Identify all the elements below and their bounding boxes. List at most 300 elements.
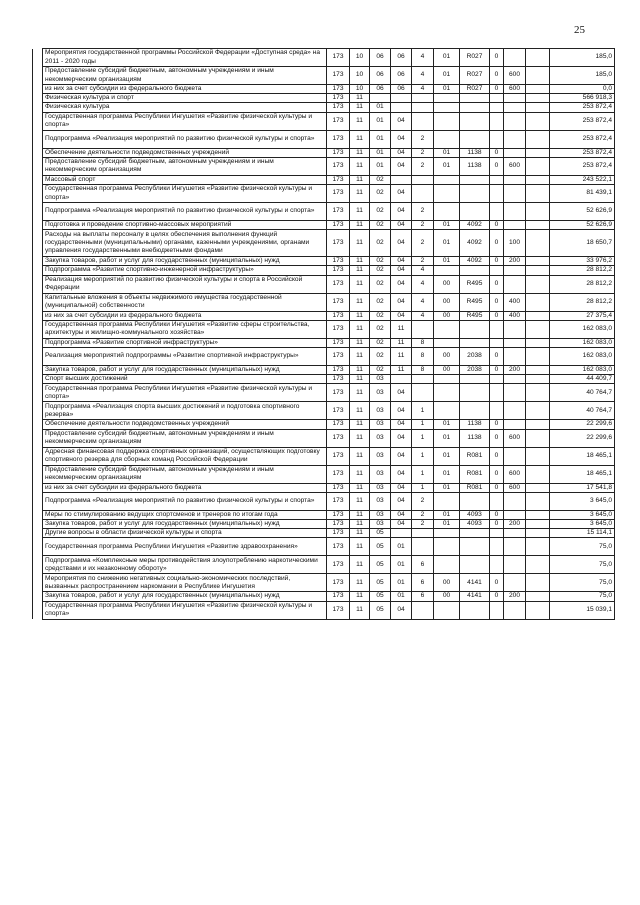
table-row xyxy=(33,103,615,112)
extra-code xyxy=(526,492,550,510)
ministry-code: 173 xyxy=(327,556,350,574)
pos-code: 0 xyxy=(490,157,504,175)
row-amount: 40 764,7 xyxy=(550,384,615,402)
section-code: 11 xyxy=(350,574,370,592)
subprogram-code: 1 xyxy=(412,483,434,492)
row-margin-cell xyxy=(33,320,43,338)
program-code: 04 xyxy=(391,483,412,492)
direction-code: R495 xyxy=(460,293,490,311)
expense-type-code xyxy=(504,384,526,402)
subprogram-code: 4 xyxy=(412,293,434,311)
pos-code xyxy=(490,601,504,619)
direction-code: 1138 xyxy=(460,148,490,157)
direction-code xyxy=(460,402,490,420)
event-code xyxy=(434,203,460,221)
expense-type-code: 600 xyxy=(504,157,526,175)
program-code: 04 xyxy=(391,221,412,230)
section-code: 11 xyxy=(350,447,370,465)
program-code xyxy=(391,375,412,384)
section-code: 11 xyxy=(350,293,370,311)
extra-code xyxy=(526,266,550,275)
event-code: 00 xyxy=(434,592,460,601)
row-name: Подпрограмма «Развитие спортивно-инженерной инфраструктуры» xyxy=(43,266,327,275)
row-amount: 27 375,4 xyxy=(550,311,615,320)
subsection-code: 02 xyxy=(370,230,391,257)
direction-code: 4092 xyxy=(460,257,490,266)
subprogram-code: 2 xyxy=(412,520,434,529)
subsection-code: 05 xyxy=(370,601,391,619)
subsection-code: 02 xyxy=(370,293,391,311)
ministry-code: 173 xyxy=(327,203,350,221)
row-name: Государственная программа Республики Ингушетия «Развитие сферы строительства, архитектуры и жилищно-коммунального хозяйства» xyxy=(43,320,327,338)
row-amount: 28 812,2 xyxy=(550,266,615,275)
expense-type-code xyxy=(504,402,526,420)
pos-code: 0 xyxy=(490,293,504,311)
event-code xyxy=(434,529,460,538)
direction-code: 1138 xyxy=(460,429,490,447)
expense-type-code xyxy=(504,529,526,538)
extra-code xyxy=(526,157,550,175)
subsection-code: 03 xyxy=(370,510,391,519)
subprogram-code: 6 xyxy=(412,574,434,592)
expense-type-code: 600 xyxy=(504,67,526,85)
row-name: Подпрограмма «Реализация мероприятий по развитию физической культуры и спорта» xyxy=(43,492,327,510)
row-amount: 17 541,8 xyxy=(550,483,615,492)
row-name: Подпрограмма «Реализация мероприятий по развитию физической культуры и спорта» xyxy=(43,130,327,148)
pos-code: 0 xyxy=(490,574,504,592)
subsection-code: 05 xyxy=(370,538,391,556)
ministry-code: 173 xyxy=(327,592,350,601)
ministry-code: 173 xyxy=(327,348,350,366)
expense-type-code xyxy=(504,420,526,429)
table-row xyxy=(33,185,615,203)
direction-code: 4093 xyxy=(460,510,490,519)
expense-type-code: 200 xyxy=(504,366,526,375)
row-margin-cell xyxy=(33,375,43,384)
event-code: 01 xyxy=(434,85,460,94)
subprogram-code: 4 xyxy=(412,275,434,293)
subprogram-code: 4 xyxy=(412,49,434,67)
ministry-code: 173 xyxy=(327,529,350,538)
expense-type-code xyxy=(504,112,526,130)
row-margin-cell xyxy=(33,266,43,275)
subprogram-code xyxy=(412,94,434,103)
subsection-code: 03 xyxy=(370,465,391,483)
program-code: 04 xyxy=(391,447,412,465)
table-row xyxy=(33,483,615,492)
row-margin-cell xyxy=(33,556,43,574)
program-code: 06 xyxy=(391,49,412,67)
subsection-code: 03 xyxy=(370,447,391,465)
row-margin-cell xyxy=(33,94,43,103)
row-name: Предоставление субсидий бюджетным, автономным учреждениям и иным некоммерческим организациям xyxy=(43,465,327,483)
section-code: 11 xyxy=(350,384,370,402)
row-amount: 40 764,7 xyxy=(550,402,615,420)
row-amount: 3 645,0 xyxy=(550,510,615,519)
pos-code xyxy=(490,492,504,510)
expense-type-code xyxy=(504,447,526,465)
table-row xyxy=(33,49,615,67)
direction-code xyxy=(460,130,490,148)
section-code: 11 xyxy=(350,556,370,574)
row-margin-cell xyxy=(33,293,43,311)
program-code: 01 xyxy=(391,538,412,556)
row-amount: 44 409,7 xyxy=(550,375,615,384)
ministry-code: 173 xyxy=(327,221,350,230)
row-name: Подпрограмма «Реализация спорта высших достижений и подготовка спортивного резерва» xyxy=(43,402,327,420)
table-row xyxy=(33,529,615,538)
row-name: Мероприятия по снижению негативных социально-экономических последствий, вызванных распространением наркомании в Республике Ингушетия xyxy=(43,574,327,592)
ministry-code: 173 xyxy=(327,85,350,94)
extra-code xyxy=(526,185,550,203)
pos-code xyxy=(490,529,504,538)
event-code xyxy=(434,266,460,275)
row-margin-cell xyxy=(33,465,43,483)
event-code: 00 xyxy=(434,366,460,375)
expense-type-code xyxy=(504,130,526,148)
section-code: 11 xyxy=(350,492,370,510)
pos-code: 0 xyxy=(490,465,504,483)
event-code: 01 xyxy=(434,447,460,465)
subsection-code: 05 xyxy=(370,592,391,601)
table-row xyxy=(33,94,615,103)
row-name: Расходы на выплаты персоналу в целях обеспечения выполнения функций государственными (муниципальными) органами, казенными учреждениями, органами управления государственными внебюджетными фондами xyxy=(43,230,327,257)
table-row xyxy=(33,447,615,465)
row-amount: 75,0 xyxy=(550,556,615,574)
subprogram-code: 2 xyxy=(412,230,434,257)
extra-code xyxy=(526,94,550,103)
ministry-code: 173 xyxy=(327,175,350,184)
program-code: 11 xyxy=(391,338,412,347)
subprogram-code: 1 xyxy=(412,465,434,483)
extra-code xyxy=(526,85,550,94)
row-margin-cell xyxy=(33,592,43,601)
extra-code xyxy=(526,338,550,347)
subprogram-code: 6 xyxy=(412,556,434,574)
row-amount: 18 650,7 xyxy=(550,230,615,257)
program-code: 01 xyxy=(391,574,412,592)
pos-code xyxy=(490,185,504,203)
row-margin-cell xyxy=(33,520,43,529)
table-row xyxy=(33,320,615,338)
pos-code: 0 xyxy=(490,420,504,429)
extra-code xyxy=(526,574,550,592)
extra-code xyxy=(526,67,550,85)
event-code: 01 xyxy=(434,420,460,429)
subprogram-code: 4 xyxy=(412,311,434,320)
subprogram-code: 8 xyxy=(412,338,434,347)
subprogram-code xyxy=(412,175,434,184)
row-margin-cell xyxy=(33,112,43,130)
program-code: 06 xyxy=(391,67,412,85)
row-name: Подпрограмма «Комплексные меры противодействия злоупотреблению наркотическими средствами и их незаконному обороту» xyxy=(43,556,327,574)
subprogram-code: 2 xyxy=(412,148,434,157)
section-code: 11 xyxy=(350,538,370,556)
pos-code: 0 xyxy=(490,85,504,94)
program-code: 04 xyxy=(391,275,412,293)
expense-type-code xyxy=(504,338,526,347)
ministry-code: 173 xyxy=(327,275,350,293)
ministry-code: 173 xyxy=(327,366,350,375)
expense-type-code xyxy=(504,492,526,510)
subprogram-code xyxy=(412,375,434,384)
subsection-code: 02 xyxy=(370,311,391,320)
pos-code xyxy=(490,338,504,347)
direction-code xyxy=(460,103,490,112)
event-code xyxy=(434,492,460,510)
row-margin-cell xyxy=(33,221,43,230)
row-name: Физическая культура и спорт xyxy=(43,94,327,103)
ministry-code: 173 xyxy=(327,375,350,384)
row-name: Закупка товаров, работ и услуг для государственных (муниципальных) нужд xyxy=(43,366,327,375)
row-amount: 22 299,6 xyxy=(550,429,615,447)
program-code: 04 xyxy=(391,293,412,311)
ministry-code: 173 xyxy=(327,266,350,275)
row-name: Обеспечение деятельности подведомственных учреждений xyxy=(43,148,327,157)
table-row xyxy=(33,275,615,293)
row-amount: 52 626,9 xyxy=(550,221,615,230)
section-code: 11 xyxy=(350,320,370,338)
row-amount: 52 626,9 xyxy=(550,203,615,221)
extra-code xyxy=(526,320,550,338)
ministry-code: 173 xyxy=(327,338,350,347)
pos-code: 0 xyxy=(490,49,504,67)
extra-code xyxy=(526,175,550,184)
expense-type-code: 200 xyxy=(504,520,526,529)
direction-code: 1138 xyxy=(460,420,490,429)
budget-table xyxy=(32,48,615,620)
extra-code xyxy=(526,112,550,130)
event-code: 01 xyxy=(434,429,460,447)
program-code: 04 xyxy=(391,185,412,203)
direction-code: 4092 xyxy=(460,230,490,257)
program-code: 04 xyxy=(391,601,412,619)
pos-code xyxy=(490,112,504,130)
table-row xyxy=(33,338,615,347)
direction-code: R081 xyxy=(460,465,490,483)
subsection-code: 02 xyxy=(370,257,391,266)
ministry-code: 173 xyxy=(327,574,350,592)
direction-code: R495 xyxy=(460,311,490,320)
subprogram-code: 2 xyxy=(412,157,434,175)
event-code: 01 xyxy=(434,230,460,257)
row-name: Подготовка и проведение спортивно-массовых мероприятий xyxy=(43,221,327,230)
subprogram-code: 8 xyxy=(412,366,434,375)
row-name: из них за счет субсидии из федерального бюджета xyxy=(43,483,327,492)
event-code xyxy=(434,185,460,203)
subprogram-code: 4 xyxy=(412,67,434,85)
table-row xyxy=(33,366,615,375)
subprogram-code xyxy=(412,320,434,338)
program-code xyxy=(391,103,412,112)
direction-code xyxy=(460,601,490,619)
subprogram-code: 2 xyxy=(412,203,434,221)
section-code: 11 xyxy=(350,366,370,375)
direction-code: R495 xyxy=(460,275,490,293)
expense-type-code: 200 xyxy=(504,257,526,266)
section-code: 10 xyxy=(350,67,370,85)
expense-type-code xyxy=(504,185,526,203)
program-code: 04 xyxy=(391,465,412,483)
pos-code: 0 xyxy=(490,257,504,266)
subsection-code: 05 xyxy=(370,556,391,574)
event-code xyxy=(434,556,460,574)
extra-code xyxy=(526,402,550,420)
ministry-code: 173 xyxy=(327,420,350,429)
ministry-code: 173 xyxy=(327,311,350,320)
subsection-code: 02 xyxy=(370,338,391,347)
event-code: 01 xyxy=(434,465,460,483)
ministry-code: 173 xyxy=(327,67,350,85)
subprogram-code: 2 xyxy=(412,510,434,519)
pos-code: 0 xyxy=(490,148,504,157)
expense-type-code xyxy=(504,275,526,293)
expense-type-code: 100 xyxy=(504,230,526,257)
program-code: 04 xyxy=(391,311,412,320)
table-row xyxy=(33,592,615,601)
program-code: 04 xyxy=(391,492,412,510)
table-row xyxy=(33,538,615,556)
program-code: 01 xyxy=(391,556,412,574)
direction-code xyxy=(460,492,490,510)
extra-code xyxy=(526,103,550,112)
row-margin-cell xyxy=(33,67,43,85)
section-code: 11 xyxy=(350,275,370,293)
ministry-code: 173 xyxy=(327,103,350,112)
subsection-code: 03 xyxy=(370,384,391,402)
section-code: 11 xyxy=(350,592,370,601)
table-row xyxy=(33,375,615,384)
expense-type-code xyxy=(504,574,526,592)
row-margin-cell xyxy=(33,574,43,592)
event-code: 01 xyxy=(434,510,460,519)
subsection-code: 02 xyxy=(370,266,391,275)
direction-code xyxy=(460,384,490,402)
table-row xyxy=(33,465,615,483)
section-code: 11 xyxy=(350,103,370,112)
extra-code xyxy=(526,348,550,366)
section-code: 11 xyxy=(350,429,370,447)
pos-code: 0 xyxy=(490,67,504,85)
expense-type-code: 400 xyxy=(504,311,526,320)
extra-code xyxy=(526,520,550,529)
program-code: 04 xyxy=(391,429,412,447)
extra-code xyxy=(526,275,550,293)
table-row xyxy=(33,556,615,574)
event-code: 01 xyxy=(434,49,460,67)
extra-code xyxy=(526,592,550,601)
expense-type-code xyxy=(504,203,526,221)
subprogram-code: 1 xyxy=(412,447,434,465)
ministry-code: 173 xyxy=(327,257,350,266)
program-code: 04 xyxy=(391,157,412,175)
row-amount: 162 083,0 xyxy=(550,338,615,347)
row-name: Государственная программа Республики Ингушетия «Развитие физической культуры и спорта» xyxy=(43,601,327,619)
program-code: 01 xyxy=(391,592,412,601)
subsection-code: 03 xyxy=(370,483,391,492)
pos-code xyxy=(490,103,504,112)
table-row xyxy=(33,85,615,94)
section-code: 11 xyxy=(350,520,370,529)
row-name: Закупка товаров, работ и услуг для государственных (муниципальных) нужд xyxy=(43,257,327,266)
row-margin-cell xyxy=(33,429,43,447)
ministry-code: 173 xyxy=(327,49,350,67)
direction-code xyxy=(460,94,490,103)
direction-code xyxy=(460,375,490,384)
ministry-code: 173 xyxy=(327,492,350,510)
subsection-code: 01 xyxy=(370,148,391,157)
section-code: 11 xyxy=(350,94,370,103)
row-amount: 28 812,2 xyxy=(550,293,615,311)
subsection-code: 03 xyxy=(370,420,391,429)
ministry-code: 173 xyxy=(327,483,350,492)
row-margin-cell xyxy=(33,175,43,184)
ministry-code: 173 xyxy=(327,520,350,529)
expense-type-code xyxy=(504,221,526,230)
subprogram-code xyxy=(412,384,434,402)
event-code xyxy=(434,94,460,103)
subprogram-code: 4 xyxy=(412,85,434,94)
expense-type-code: 600 xyxy=(504,85,526,94)
table-row xyxy=(33,293,615,311)
program-code: 04 xyxy=(391,257,412,266)
row-amount: 253 872,4 xyxy=(550,130,615,148)
row-amount: 81 439,1 xyxy=(550,185,615,203)
direction-code xyxy=(460,338,490,347)
row-margin-cell xyxy=(33,49,43,67)
ministry-code: 173 xyxy=(327,510,350,519)
section-code: 11 xyxy=(350,257,370,266)
table-row xyxy=(33,601,615,619)
row-amount: 243 522,1 xyxy=(550,175,615,184)
expense-type-code: 600 xyxy=(504,483,526,492)
subprogram-code: 8 xyxy=(412,348,434,366)
event-code: 01 xyxy=(434,157,460,175)
section-code: 10 xyxy=(350,49,370,67)
direction-code xyxy=(460,538,490,556)
table-row xyxy=(33,420,615,429)
section-code: 11 xyxy=(350,230,370,257)
program-code: 04 xyxy=(391,112,412,130)
program-code xyxy=(391,94,412,103)
program-code: 11 xyxy=(391,320,412,338)
row-name: из них за счет субсидии из федерального бюджета xyxy=(43,311,327,320)
extra-code xyxy=(526,230,550,257)
row-name: Подпрограмма «Реализация мероприятий по развитию физической культуры и спорта» xyxy=(43,203,327,221)
expense-type-code xyxy=(504,49,526,67)
row-name: Государственная программа Республики Ингушетия «Развитие физической культуры и спорта» xyxy=(43,112,327,130)
row-margin-cell xyxy=(33,447,43,465)
extra-code xyxy=(526,293,550,311)
extra-code xyxy=(526,366,550,375)
event-code xyxy=(434,338,460,347)
program-code: 04 xyxy=(391,420,412,429)
subprogram-code xyxy=(412,538,434,556)
expense-type-code: 600 xyxy=(504,465,526,483)
row-amount: 3 645,0 xyxy=(550,520,615,529)
program-code: 04 xyxy=(391,510,412,519)
table-row xyxy=(33,429,615,447)
row-name: Другие вопросы в области физической культуры и спорта xyxy=(43,529,327,538)
subprogram-code: 6 xyxy=(412,592,434,601)
extra-code xyxy=(526,510,550,519)
program-code: 11 xyxy=(391,366,412,375)
subprogram-code xyxy=(412,112,434,130)
section-code: 11 xyxy=(350,375,370,384)
event-code: 00 xyxy=(434,348,460,366)
row-amount: 253 872,4 xyxy=(550,148,615,157)
row-name: Государственная программа Республики Ингушетия «Развитие физической культуры и спорта» xyxy=(43,384,327,402)
